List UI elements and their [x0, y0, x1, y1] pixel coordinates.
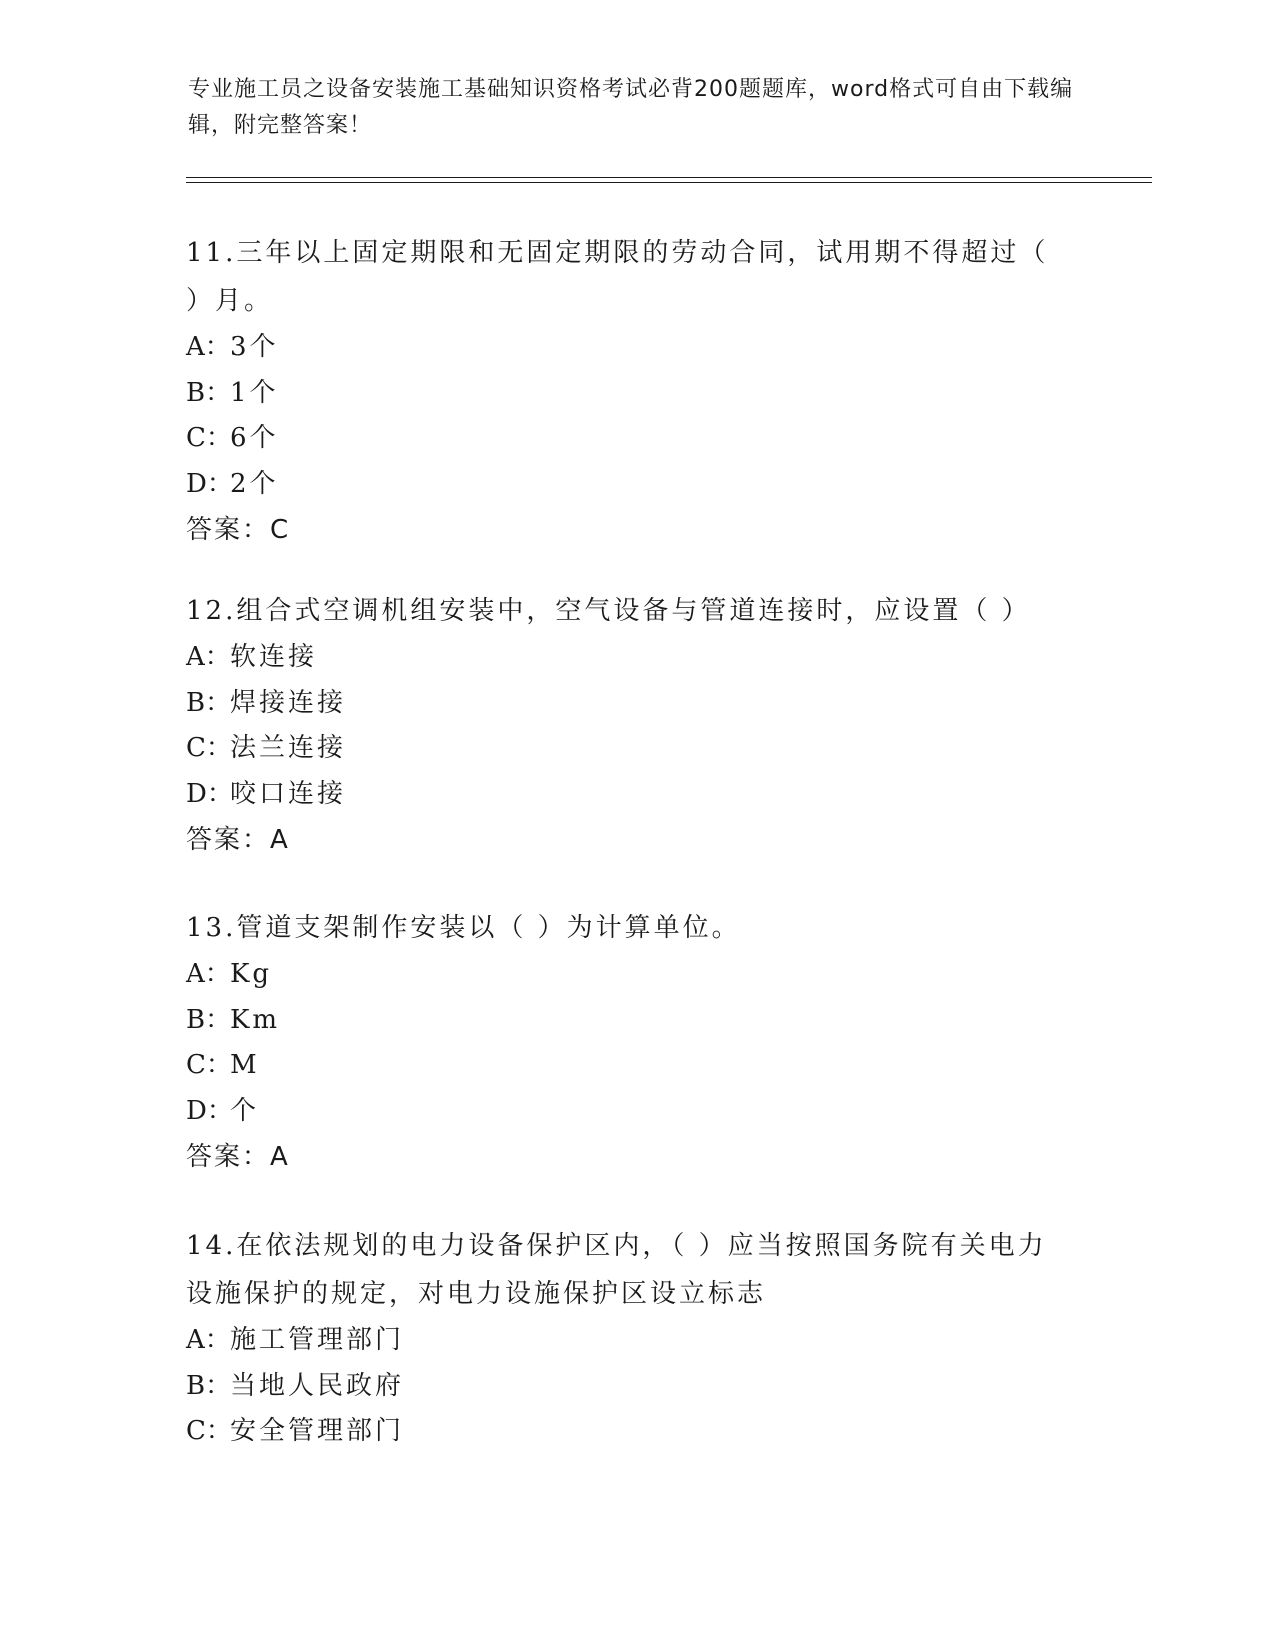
option-text: Km [230, 1004, 281, 1035]
option-text: 软连接 [230, 642, 318, 672]
answer-text: 答案：A [186, 1142, 290, 1172]
option-text: 个 [230, 1095, 260, 1126]
option-text: M [230, 1050, 260, 1080]
option-letter: A： [186, 1325, 231, 1355]
option-letter: C： [186, 423, 232, 453]
option-b [186, 371, 1066, 417]
option-text: 施工管理部门 [230, 1325, 405, 1355]
option-d [186, 1089, 1066, 1135]
question-stem: 14.在依法规划的电力设备保护区内，（ ）应当按照国务院有关电力设施保护的规定，对电力设施保护区设立标志 [186, 1231, 1047, 1309]
question-12 [186, 587, 1066, 863]
option-text: 2个 [230, 468, 279, 499]
option-text: 法兰连接 [230, 733, 347, 763]
option-letter: C： [186, 733, 232, 763]
option-text: 焊接连接 [230, 687, 347, 718]
option-a [186, 635, 1066, 681]
question-11 [186, 229, 1066, 553]
option-letter: C： [186, 1416, 232, 1446]
option-letter: B： [186, 1370, 232, 1401]
answer-text: 答案：A [186, 825, 290, 855]
option-letter: A： [186, 959, 231, 989]
option-c [186, 726, 1066, 772]
option-b [186, 1364, 1066, 1410]
option-c [186, 416, 1066, 462]
option-letter: A： [186, 332, 231, 362]
option-a [186, 325, 1066, 371]
option-d [186, 462, 1066, 508]
option-letter: C： [186, 1050, 232, 1080]
option-text: Kg [230, 959, 273, 989]
option-letter: B： [186, 687, 232, 718]
option-text: 安全管理部门 [230, 1416, 405, 1446]
option-letter: B： [186, 1004, 232, 1035]
question-stem: 13.管道支架制作安装以（ ）为计算单位。 [186, 913, 741, 943]
option-text: 3个 [230, 332, 279, 362]
question-13 [186, 904, 1066, 1180]
answer-text: 答案：C [186, 515, 291, 545]
option-text: 1个 [230, 377, 279, 408]
option-a [186, 1318, 1066, 1364]
option-a [186, 952, 1066, 998]
header-divider-line [186, 182, 1152, 183]
option-letter: D： [186, 778, 233, 809]
option-c [186, 1043, 1066, 1089]
option-b [186, 998, 1066, 1044]
header-divider-line [186, 177, 1152, 178]
question-stem: 12.组合式空调机组安装中，空气设备与管道连接时，应设置（ ） [186, 596, 1031, 626]
option-letter: B： [186, 377, 232, 408]
option-d [186, 772, 1066, 818]
option-text: 咬口连接 [230, 778, 347, 809]
option-text: 当地人民政府 [230, 1370, 405, 1401]
option-text: 6个 [230, 423, 279, 453]
option-letter: A： [186, 642, 231, 672]
document-header-title: 专业施工员之设备安装施工基础知识资格考试必背200题题库，word格式可自由下载编辑，附完整答案！ [188, 77, 1074, 138]
option-letter: D： [186, 468, 233, 499]
option-letter: D： [186, 1095, 233, 1126]
question-stem: 11.三年以上固定期限和无固定期限的劳动合同，试用期不得超过（ ）月。 [186, 238, 1049, 316]
option-c [186, 1409, 1066, 1455]
question-14 [186, 1222, 1066, 1455]
option-b [186, 681, 1066, 727]
